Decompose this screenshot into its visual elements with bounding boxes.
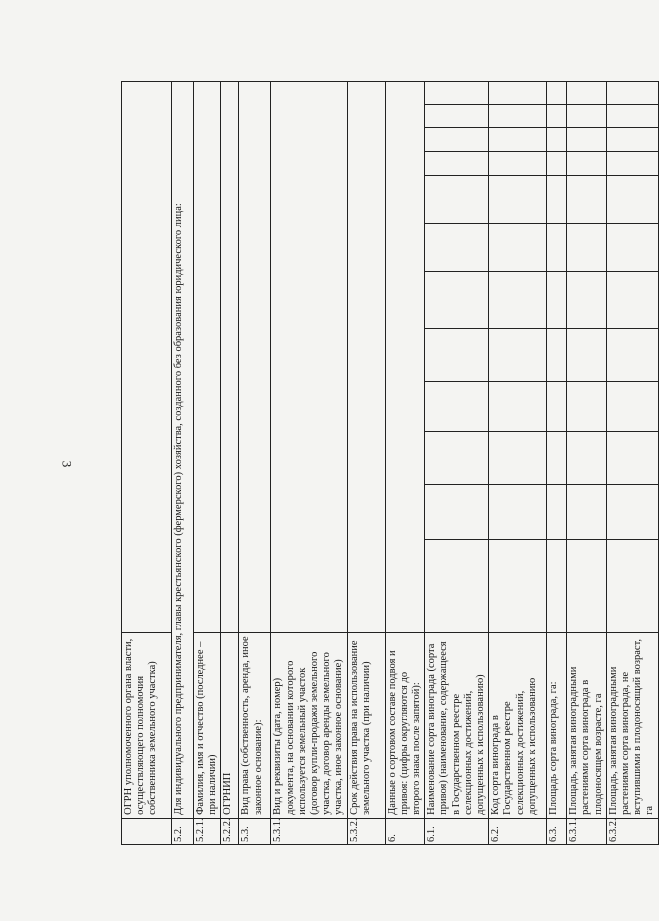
value-cell[interactable] <box>606 105 658 128</box>
value-cell[interactable] <box>606 175 658 223</box>
value-cell[interactable] <box>547 381 567 431</box>
value-cell[interactable] <box>567 485 607 540</box>
value-cell[interactable] <box>547 128 567 151</box>
value-cell[interactable] <box>425 223 489 271</box>
table-row <box>547 82 567 845</box>
value-cell[interactable] <box>239 82 271 633</box>
value-cell[interactable] <box>489 82 547 105</box>
value-cell[interactable] <box>547 540 567 632</box>
value-cell[interactable] <box>489 540 547 632</box>
value-cell[interactable] <box>489 485 547 540</box>
row-number: 6. <box>385 818 425 844</box>
row-number: 5.2.2. <box>221 818 239 844</box>
row-label: ОГРН уполномоченного органа власти, осуществляющего полномочия собственника земельного участка) <box>122 632 172 818</box>
value-cell[interactable] <box>489 272 547 329</box>
value-cell[interactable] <box>606 540 658 632</box>
table-row <box>385 82 425 845</box>
value-cell[interactable] <box>547 82 567 105</box>
value-cell[interactable] <box>489 105 547 128</box>
row-number: 5.3.2. <box>347 818 385 844</box>
table-row <box>347 82 385 845</box>
page-number: 3 <box>59 460 75 468</box>
row-label: Код сорта винограда в Государственном реестре селекционных достижений, допущенных к использованию <box>489 632 547 818</box>
value-cell[interactable] <box>489 431 547 484</box>
value-cell[interactable] <box>425 431 489 484</box>
value-cell[interactable] <box>547 431 567 484</box>
value-cell[interactable] <box>606 431 658 484</box>
value-cell[interactable] <box>547 485 567 540</box>
value-cell[interactable] <box>425 329 489 381</box>
row-label: Площадь сорта винограда, га: <box>547 632 567 818</box>
value-cell[interactable] <box>606 381 658 431</box>
value-cell[interactable] <box>194 82 221 633</box>
table-row <box>425 82 489 845</box>
value-cell[interactable] <box>567 329 607 381</box>
value-cell[interactable] <box>489 329 547 381</box>
value-cell[interactable] <box>489 151 547 175</box>
value-cell[interactable] <box>606 485 658 540</box>
row-number: 5.2. <box>172 818 194 844</box>
row-number: 6.1. <box>425 818 489 844</box>
value-cell[interactable] <box>606 272 658 329</box>
value-cell[interactable] <box>547 105 567 128</box>
form-table <box>121 81 659 845</box>
value-cell[interactable] <box>567 381 607 431</box>
value-cell[interactable] <box>425 105 489 128</box>
value-cell[interactable] <box>606 151 658 175</box>
row-label: Площадь, занятая виноградными растениями сорта винограда в плодоносящем возрасте, га <box>567 632 607 818</box>
value-cell[interactable] <box>567 272 607 329</box>
value-cell[interactable] <box>547 223 567 271</box>
row-number: 5.3.1. <box>271 818 347 844</box>
value-cell[interactable] <box>425 540 489 632</box>
row-label: Вид и реквизиты (дата, номер) документа, на основании которого используется земельный участок (договор купли-продажи земельного участка, договор аренды земельного участка, иное законное основание) <box>271 632 347 818</box>
value-cell[interactable] <box>385 82 425 633</box>
value-cell[interactable] <box>606 329 658 381</box>
value-cell[interactable] <box>567 128 607 151</box>
value-cell[interactable] <box>489 175 547 223</box>
value-cell[interactable] <box>489 128 547 151</box>
value-cell[interactable] <box>567 223 607 271</box>
row-label: ОГРНИП <box>221 632 239 818</box>
row-label: Для индивидуального предпринимателя, главы крестьянского (фермерского) хозяйства, созданного без образования юридического лица: <box>172 82 194 819</box>
value-cell[interactable] <box>547 175 567 223</box>
value-cell[interactable] <box>606 82 658 105</box>
value-cell[interactable] <box>567 151 607 175</box>
value-cell[interactable] <box>122 82 172 633</box>
table-row <box>239 82 271 845</box>
table-row <box>172 82 194 845</box>
value-cell[interactable] <box>606 223 658 271</box>
value-cell[interactable] <box>547 151 567 175</box>
value-cell[interactable] <box>606 128 658 151</box>
value-cell[interactable] <box>567 82 607 105</box>
row-number: 6.2. <box>489 818 547 844</box>
table-row <box>606 82 658 845</box>
row-number: 6.3.2. <box>606 818 658 844</box>
value-cell[interactable] <box>567 540 607 632</box>
value-cell[interactable] <box>221 82 239 633</box>
table-row <box>194 82 221 845</box>
table-row <box>221 82 239 845</box>
rotated-form-table <box>121 81 656 845</box>
table-row <box>567 82 607 845</box>
table-row <box>271 82 347 845</box>
row-label: Наименование сорта винограда (сорта привоя) (наименование, содержащееся в Государственном реестре селекционных достижений, допущенных к использованию) <box>425 632 489 818</box>
value-cell[interactable] <box>567 175 607 223</box>
row-number: 5.2.1. <box>194 818 221 844</box>
row-number: 6.3. <box>547 818 567 844</box>
value-cell[interactable] <box>271 82 347 633</box>
value-cell[interactable] <box>425 82 489 105</box>
value-cell[interactable] <box>425 485 489 540</box>
value-cell[interactable] <box>425 151 489 175</box>
row-number: 6.3.1. <box>567 818 607 844</box>
value-cell[interactable] <box>425 128 489 151</box>
table-row <box>122 82 172 845</box>
row-label: Фамилия, имя и отчество (последнее – при наличии) <box>194 632 221 818</box>
table-row <box>489 82 547 845</box>
row-number: 5.3. <box>239 818 271 844</box>
value-cell[interactable] <box>425 175 489 223</box>
row-number <box>122 818 172 844</box>
value-cell[interactable] <box>489 381 547 431</box>
row-label: Площадь, занятая виноградными растениями сорта винограда, не вступившими в плодоносящий возраст, га <box>606 632 658 818</box>
value-cell[interactable] <box>347 82 385 633</box>
value-cell[interactable] <box>567 105 607 128</box>
value-cell[interactable] <box>425 272 489 329</box>
value-cell[interactable] <box>425 381 489 431</box>
row-label: Срок действия права на использование земельного участка (при наличии) <box>347 632 385 818</box>
row-label: Вид права (собственность, аренда, иное законное основание): <box>239 632 271 818</box>
value-cell[interactable] <box>547 272 567 329</box>
value-cell[interactable] <box>567 431 607 484</box>
value-cell[interactable] <box>489 223 547 271</box>
value-cell[interactable] <box>547 329 567 381</box>
row-label: Данные о сортовом составе подвоя и привоя: (цифры округляются до второго знака после запятой): <box>385 632 425 818</box>
